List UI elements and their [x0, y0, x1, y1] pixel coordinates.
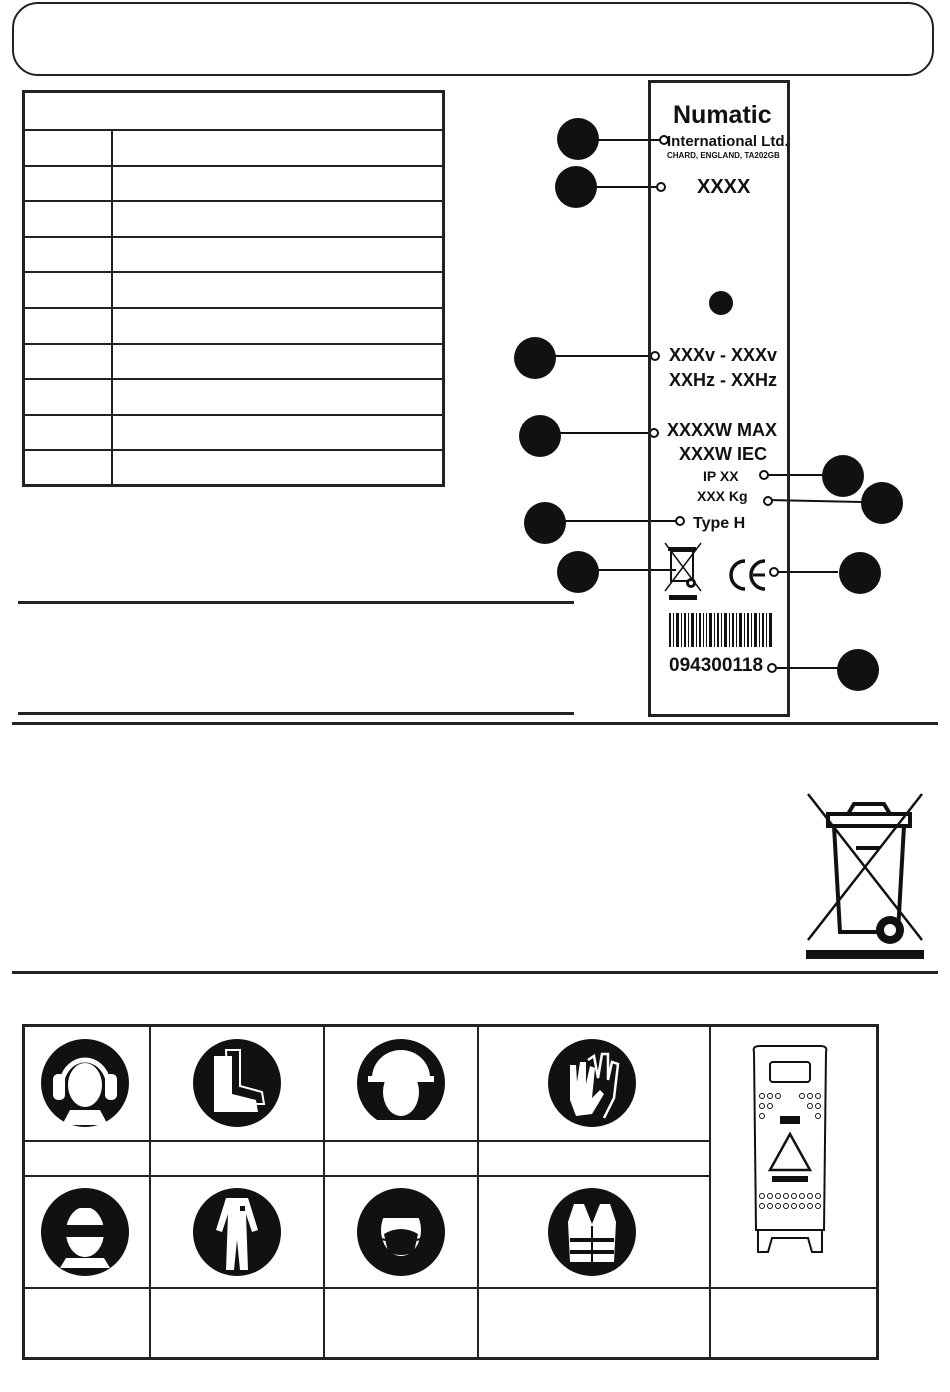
hard-hat-icon	[357, 1039, 445, 1128]
gloves-icon	[548, 1039, 636, 1127]
wet-floor-sign-icon	[754, 1046, 827, 1252]
frequency-rating: XXHz - XXHz	[669, 370, 778, 390]
serial-number: 094300118	[669, 655, 764, 676]
company-name: International Ltd.	[667, 133, 789, 150]
power-iec: XXXW IEC	[679, 444, 768, 464]
voltage-rating: XXXv - XXXv	[669, 345, 778, 365]
weight: XXX Kg	[697, 488, 748, 504]
brand-name: Numatic	[673, 101, 772, 129]
eye-protection-icon	[41, 1188, 129, 1276]
hi-vis-vest-icon	[548, 1188, 636, 1276]
model-number: XXXX	[697, 176, 751, 198]
ip-rating: IP XX	[703, 468, 739, 484]
power-max: XXXXW MAX	[667, 420, 778, 440]
face-mask-icon	[357, 1188, 445, 1276]
overalls-icon	[193, 1188, 281, 1276]
ear-protection-icon	[41, 1039, 129, 1127]
safety-boots-icon	[193, 1039, 281, 1127]
filter-type: Type H	[693, 515, 746, 532]
company-address: CHARD, ENGLAND, TA202GB	[667, 151, 780, 160]
